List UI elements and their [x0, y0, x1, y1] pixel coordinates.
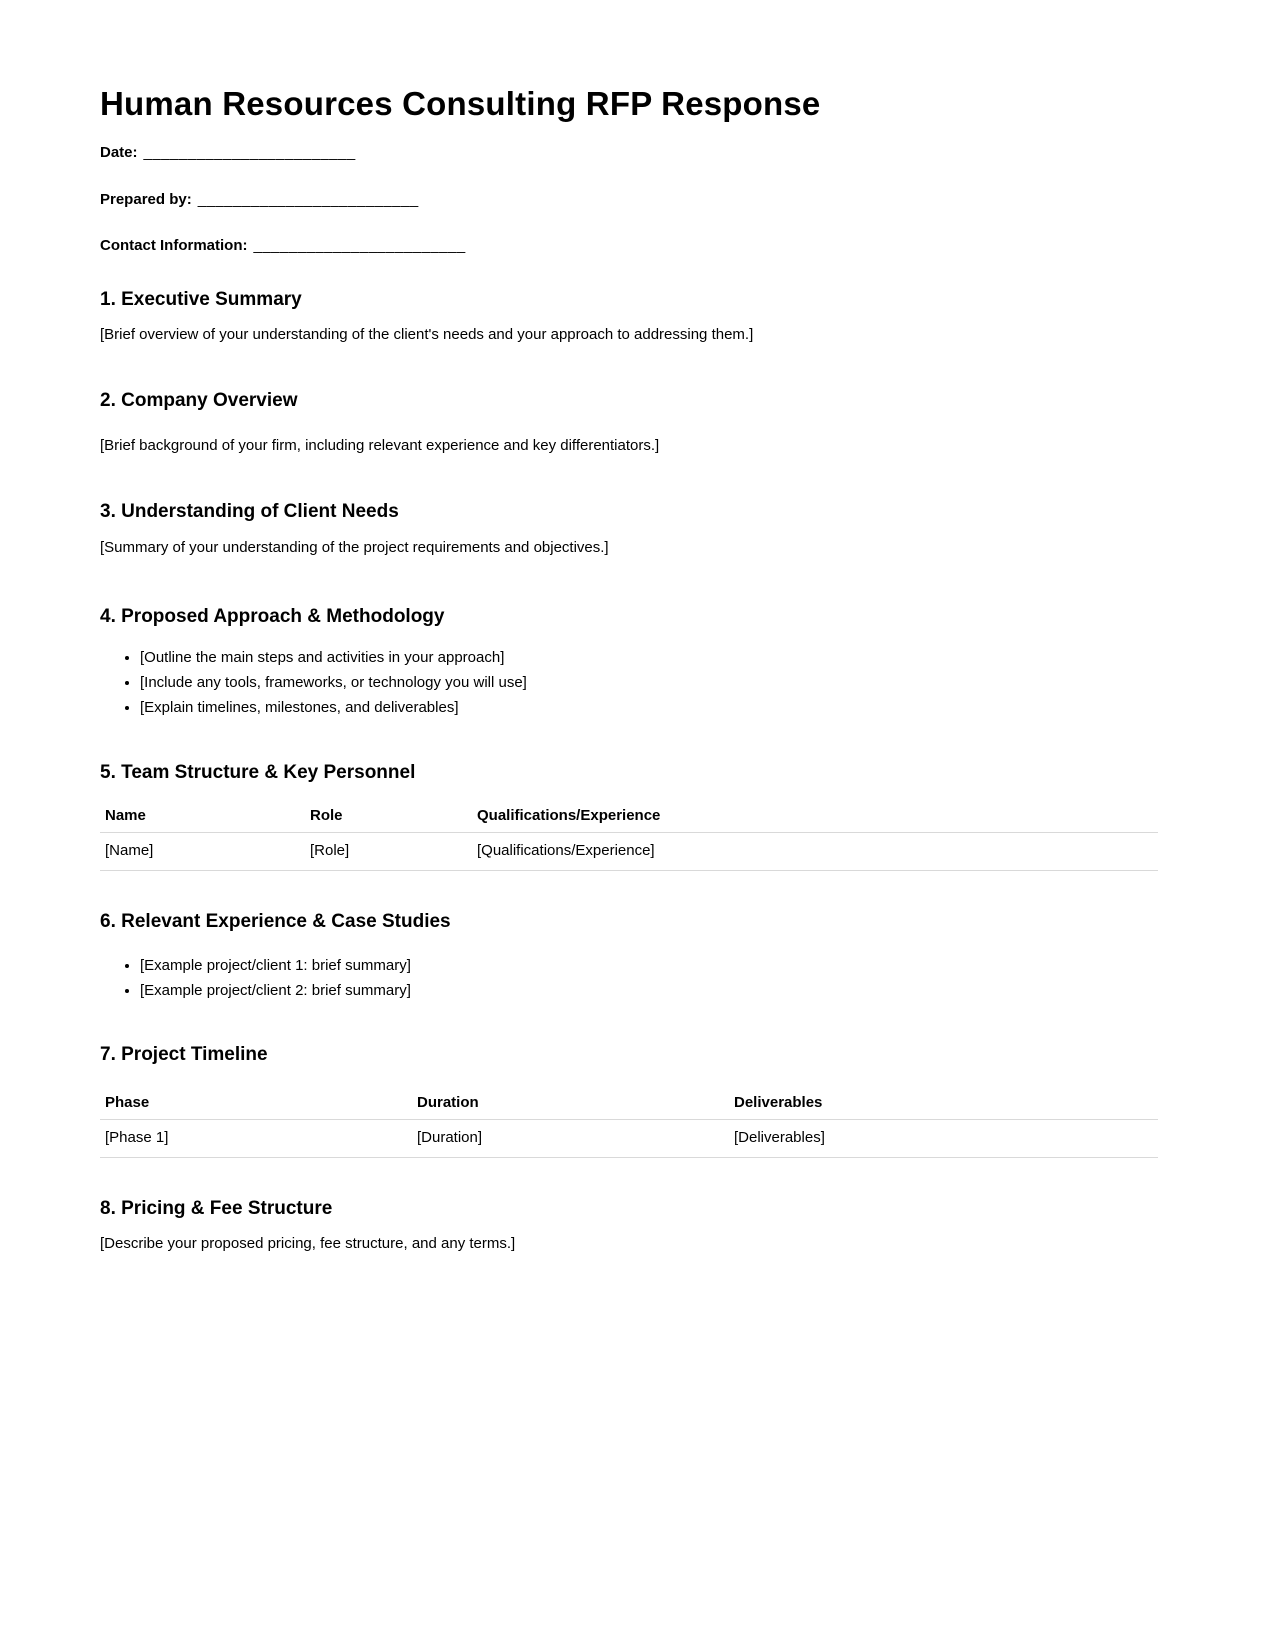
field-blank-line-contact-information: ________________________: [253, 237, 466, 254]
column-header-role: Role: [305, 800, 472, 833]
field-label-prepared-by: Prepared by:: [100, 191, 192, 208]
field-blank-line-date: ________________________: [143, 144, 356, 161]
field-row-prepared-by: [100, 190, 1158, 210]
table-row: [100, 1120, 1158, 1158]
list-item: • [Include any tools, frameworks, or technology you will use]: [140, 673, 1158, 693]
cell-qualifications: [Qualifications/Experience]: [472, 833, 1158, 871]
section-project-timeline: [100, 1043, 1158, 1158]
experience-bullet-list: [100, 956, 1158, 1001]
field-row-date: [100, 143, 1158, 163]
section-proposed-approach: [100, 605, 1158, 718]
field-label-contact-information: Contact Information:: [100, 237, 248, 254]
section-company-overview: [100, 389, 1158, 456]
field-blank-line-prepared-by: _________________________: [197, 191, 419, 208]
section-heading-pricing-fee-structure: 8. Pricing & Fee Structure: [100, 1198, 333, 1219]
column-header-phase: Phase: [100, 1087, 412, 1120]
section-heading-proposed-approach: 4. Proposed Approach & Methodology: [100, 606, 445, 627]
section-paragraph-understanding-client-needs: [Summary of your understanding of the project requirements and objectives.]: [100, 539, 609, 556]
column-header-duration: Duration: [412, 1087, 729, 1120]
field-label-date: Date:: [100, 144, 138, 161]
cell-deliverables: [Deliverables]: [729, 1120, 1158, 1158]
list-item: • [Example project/client 2: brief summary]: [140, 981, 1158, 1001]
cell-phase: [Phase 1]: [100, 1120, 412, 1158]
document-title: Human Resources Consulting RFP Response: [100, 85, 821, 122]
list-item: • [Example project/client 1: brief summary]: [140, 956, 1158, 976]
approach-bullet-list: [100, 648, 1158, 718]
table-header-row: [100, 800, 1158, 833]
column-header-name: Name: [100, 800, 305, 833]
column-header-qualifications: Qualifications/Experience: [472, 800, 1158, 833]
section-heading-project-timeline: 7. Project Timeline: [100, 1044, 268, 1065]
cell-name: [Name]: [100, 833, 305, 871]
section-understanding-client-needs: [100, 500, 1158, 558]
section-team-structure: [100, 761, 1158, 871]
cell-role: [Role]: [305, 833, 472, 871]
section-heading-relevant-experience: 6. Relevant Experience & Case Studies: [100, 911, 451, 932]
list-item: • [Outline the main steps and activities in your approach]: [140, 648, 1158, 668]
section-paragraph-executive-summary: [Brief overview of your understanding of the client's needs and your approach to addressing them.]: [100, 326, 754, 343]
section-heading-understanding-client-needs: 3. Understanding of Client Needs: [100, 501, 399, 522]
list-item: • [Explain timelines, milestones, and deliverables]: [140, 698, 1158, 718]
section-executive-summary: [100, 288, 1158, 345]
section-heading-executive-summary: 1. Executive Summary: [100, 289, 302, 310]
section-relevant-experience: [100, 910, 1158, 1001]
cell-duration: [Duration]: [412, 1120, 729, 1158]
section-paragraph-company-overview: [Brief background of your firm, including relevant experience and key differentiators.]: [100, 437, 660, 454]
section-heading-team-structure: 5. Team Structure & Key Personnel: [100, 762, 416, 783]
column-header-deliverables: Deliverables: [729, 1087, 1158, 1120]
team-structure-table: [100, 800, 1158, 871]
table-row: [100, 833, 1158, 871]
section-paragraph-pricing-fee-structure: [Describe your proposed pricing, fee structure, and any terms.]: [100, 1235, 516, 1252]
project-timeline-table: [100, 1087, 1158, 1158]
field-row-contact-information: [100, 236, 1158, 256]
table-header-row: [100, 1087, 1158, 1120]
section-heading-company-overview: 2. Company Overview: [100, 390, 298, 411]
section-pricing-fee-structure: [100, 1197, 1158, 1254]
